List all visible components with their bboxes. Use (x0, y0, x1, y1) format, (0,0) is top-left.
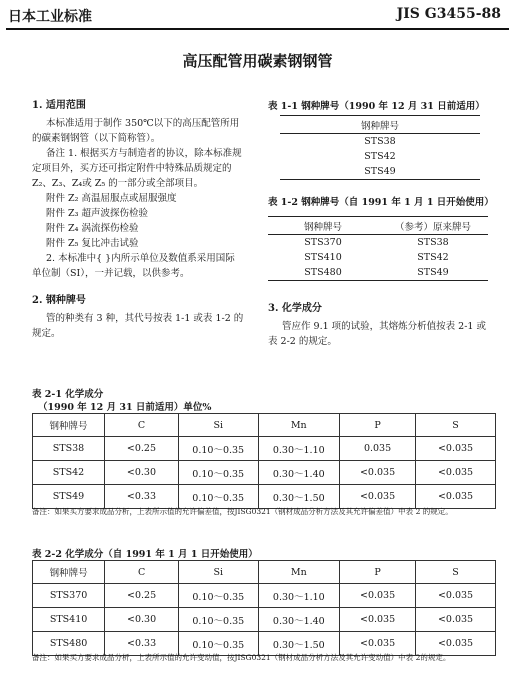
table-cell: STS410 (304, 252, 342, 263)
section1-note2: 2. 本标准中{ }内所示单位及数值系采用国际单位制（SI），一并记载，以供参考。 (32, 253, 235, 279)
table-cell: 0.30～1.10 (258, 437, 340, 461)
table-cell: <0.035 (340, 632, 416, 656)
standard-number: JIS G3455-88 (396, 6, 501, 22)
header-rule (6, 28, 509, 30)
table-header-cell: 钢种牌号 (268, 217, 378, 235)
table-cell: <0.035 (416, 608, 496, 632)
table-cell: <0.30 (105, 608, 179, 632)
table-cell: STS49 (364, 166, 396, 177)
table21-note: 备注：如果买方要求成品分析，上表所示值的允许偏差值，按JISG0321（钢材成品分析方法及其允许偏差值）中表 2 的规定。 (32, 507, 453, 516)
table-cell: <0.035 (340, 608, 416, 632)
table-cell: STS38 (417, 237, 449, 248)
table-2-2 (32, 560, 496, 656)
annex-item: 附件 Z₃ 超声波探伤检验 (46, 208, 148, 219)
table-cell: <0.33 (105, 485, 179, 509)
table-cell: 0.035 (340, 437, 416, 461)
table21-subcaption: （1990 年 12 月 31 日前适用）单位% (38, 402, 212, 413)
table-2-1 (32, 413, 496, 509)
table-header-cell: P (340, 561, 416, 584)
table21-caption: 表 2-1 化学成分 (32, 389, 104, 400)
table-header-cell: （参考）原来牌号 (378, 217, 488, 235)
left-column (32, 98, 244, 341)
table-cell: 0.30～1.40 (258, 608, 340, 632)
table-cell: <0.035 (340, 584, 416, 608)
table11-caption: 表 1-1 钢种牌号（1990 年 12 月 31 日前适用） (268, 101, 485, 112)
table-cell: 0.30～1.50 (258, 632, 340, 656)
table-cell: 0.30～1.40 (258, 461, 340, 485)
section1-paragraph: 本标准适用于制作 350℃以下的高压配管所用的碳素钢钢管（以下简称管）。 (32, 118, 240, 144)
table22-caption: 表 2-2 化学成分（自 1991 年 1 月 1 日开始使用） (32, 549, 258, 560)
annex-item: 附件 Z₂ 高温屈服点或屈服强度 (46, 193, 177, 204)
table-cell: STS49 (417, 267, 449, 278)
table-cell: <0.035 (416, 485, 496, 509)
table-cell: STS370 (304, 237, 342, 248)
table-header-cell: S (416, 561, 496, 584)
right-column (268, 98, 494, 349)
table-1-2 (268, 216, 488, 281)
table-header-cell: Si (179, 561, 259, 584)
table-cell: 0.10～0.35 (178, 437, 258, 461)
table-cell: STS370 (33, 584, 105, 608)
table-cell: <0.035 (340, 461, 416, 485)
table-cell: <0.035 (416, 437, 496, 461)
table-cell: 0.30～1.50 (258, 485, 340, 509)
table-cell: 0.30～1.10 (258, 584, 340, 608)
table-header-cell: Mn (258, 561, 340, 584)
table-cell: STS42 (417, 252, 449, 263)
table-cell: STS42 (33, 461, 105, 485)
table-cell: STS480 (33, 632, 105, 656)
table-cell: 0.10～0.35 (179, 608, 259, 632)
table-header-cell: S (416, 414, 496, 437)
section3-paragraph: 管应作 9.1 项的试验，其熔炼分析值按表 2-1 或表 2-2 的规定。 (268, 321, 486, 347)
table-cell: 0.10～0.35 (178, 485, 258, 509)
table-cell: 0.10～0.35 (179, 584, 259, 608)
table-cell: <0.035 (416, 632, 496, 656)
table-cell: STS480 (304, 267, 342, 278)
section3-heading: 3. 化学成分 (268, 303, 322, 314)
table-cell: 0.10～0.35 (178, 461, 258, 485)
table-cell: STS38 (33, 437, 105, 461)
table-cell: <0.33 (105, 632, 179, 656)
table-cell: STS38 (364, 136, 396, 147)
page-title: 高压配管用碳素钢钢管 (182, 52, 333, 70)
table-header-cell: Mn (258, 414, 340, 437)
table-header-cell: 钢种牌号 (280, 116, 480, 134)
table-cell: <0.30 (105, 461, 179, 485)
table-header-cell: C (105, 561, 179, 584)
table-header-cell: Si (178, 414, 258, 437)
annex-item: 附件 Z₄ 涡流探伤检验 (46, 223, 139, 234)
section2-heading: 2. 钢种牌号 (32, 295, 86, 306)
table-cell: <0.25 (105, 584, 179, 608)
standard-category: 日本工业标准 (8, 9, 92, 25)
section1-heading: 1. 适用范围 (32, 100, 86, 111)
table-cell: STS42 (364, 151, 396, 162)
table22-note: 备注：如果买方要求成品分析，上表所示值的允许变动值，按JISG0321（钢材成品分析方法及其允许变动值）中表 2的规定。 (32, 653, 451, 662)
table-1-1 (280, 115, 480, 180)
section1-note1: 备注 1. 根据买方与制造者的协议，除本标准规定项目外，买方还可指定附件中特殊品质规定的 Z₂、Z₃、Z₄或 Z₅ 的一部分或全部项目。 (32, 148, 242, 189)
table-cell: 0.10～0.35 (179, 632, 259, 656)
section2-paragraph: 管的种类有 3 种，其代号按表 1-1 或表 1-2 的规定。 (32, 313, 244, 339)
table-header-cell: C (105, 414, 179, 437)
table12-caption: 表 1-2 钢种牌号（自 1991 年 1 月 1 日开始使用） (268, 197, 494, 208)
table-cell: <0.035 (416, 584, 496, 608)
table-cell: <0.25 (105, 437, 179, 461)
table-cell: <0.035 (340, 485, 416, 509)
table-cell: STS49 (33, 485, 105, 509)
table-header-cell: 钢种牌号 (33, 414, 105, 437)
table-cell: STS410 (33, 608, 105, 632)
table-cell: <0.035 (416, 461, 496, 485)
table-header-cell: 钢种牌号 (33, 561, 105, 584)
table-header-cell: P (340, 414, 416, 437)
annex-item: 附件 Z₅ 复比冲击试验 (46, 238, 139, 249)
